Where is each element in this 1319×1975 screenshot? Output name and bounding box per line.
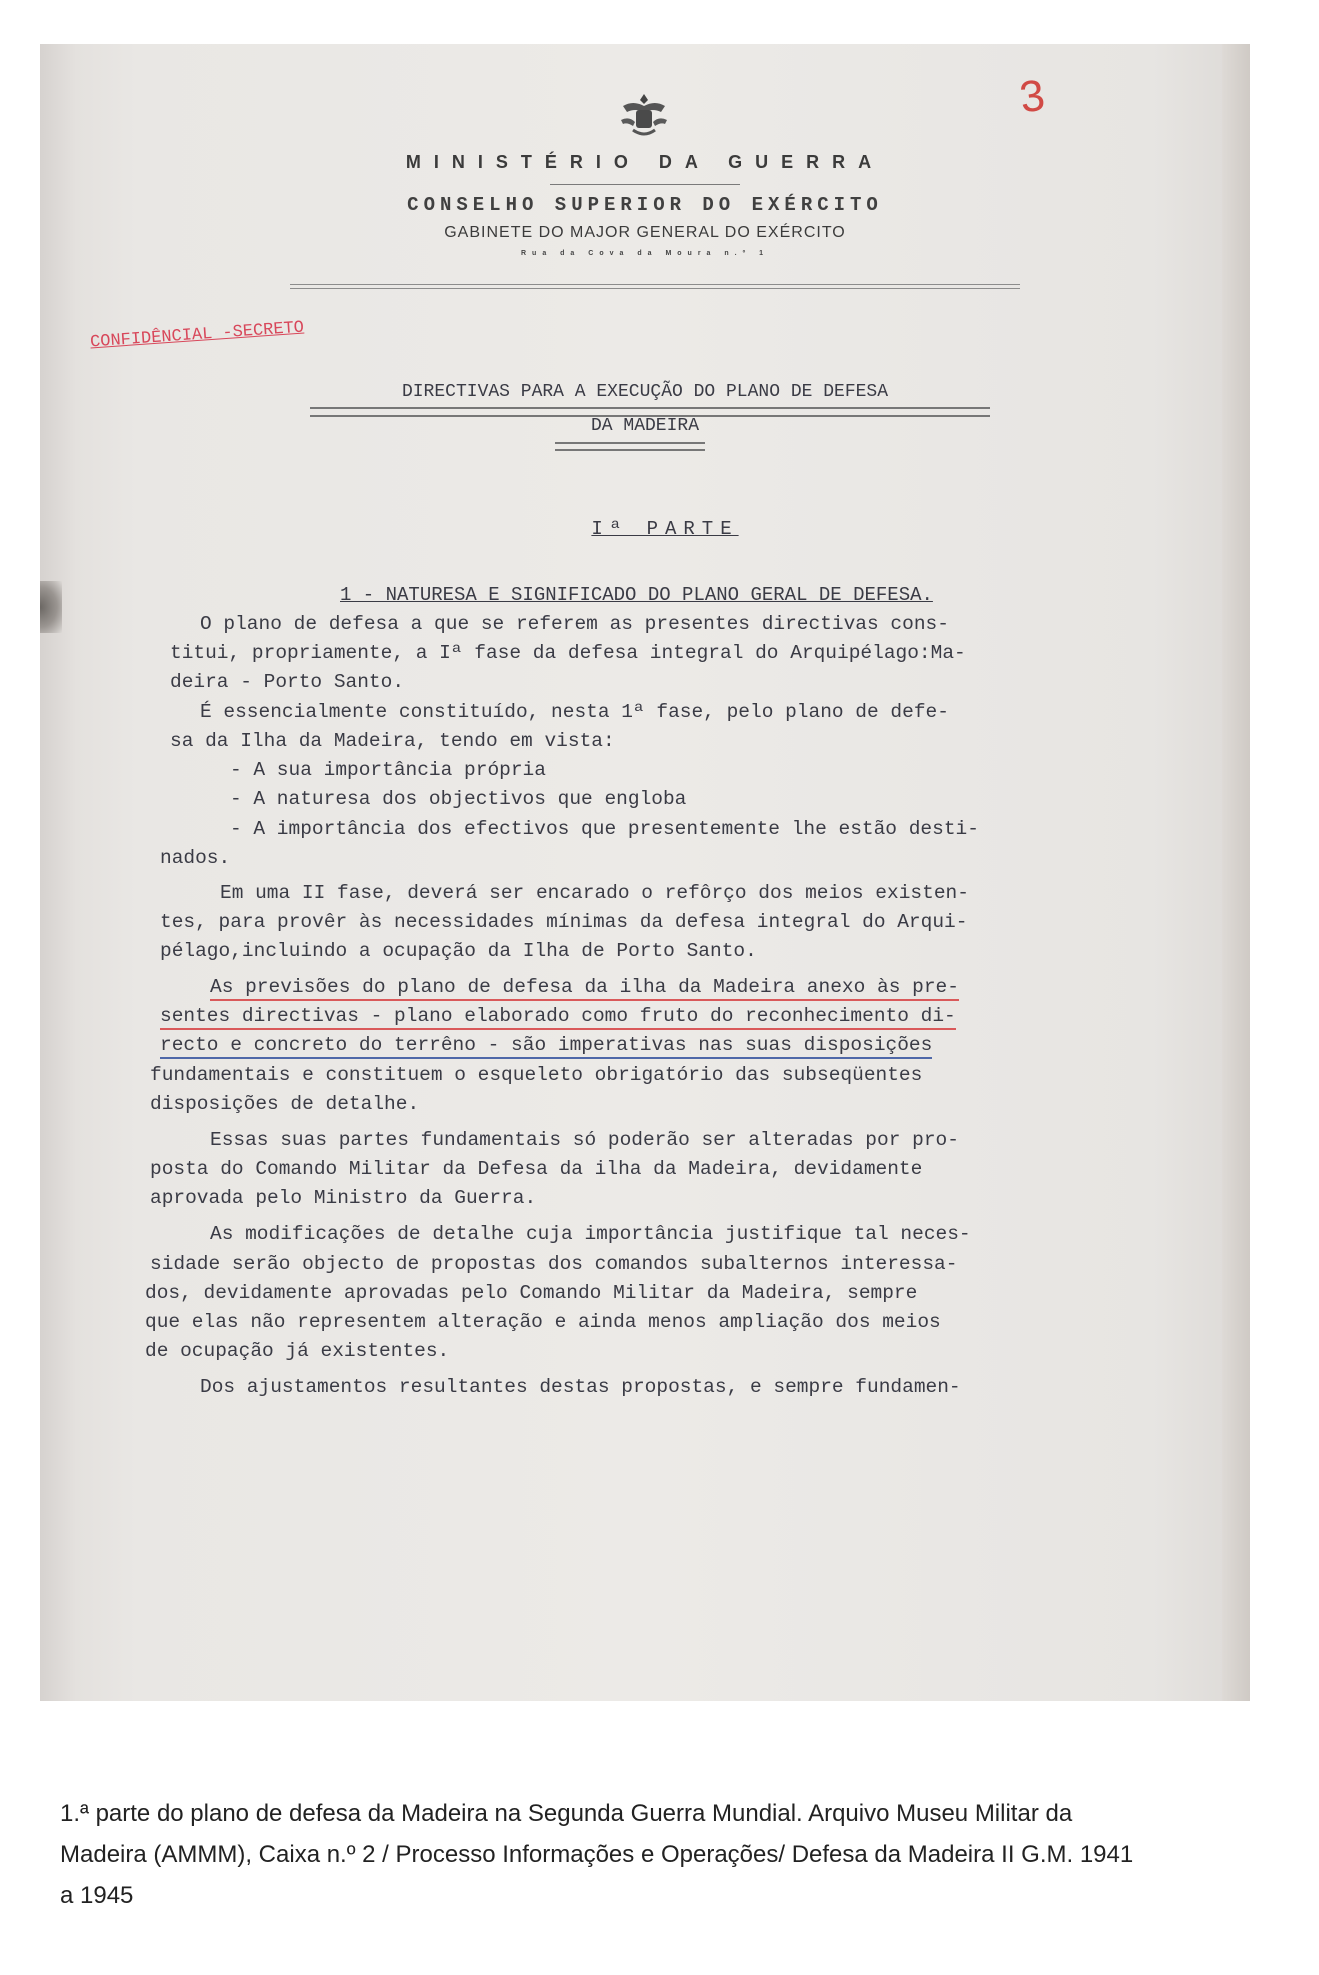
body-line: Essas suas partes fundamentais só poderão ser alteradas por pro- xyxy=(210,1129,959,1151)
council-heading: CONSELHO SUPERIOR DO EXÉRCITO xyxy=(407,194,883,216)
office-heading: GABINETE DO MAJOR GENERAL DO EXÉRCITO xyxy=(444,224,846,241)
document-photo xyxy=(40,44,1250,1701)
body-line: Dos ajustamentos resultantes destas propostas, e sempre fundamen- xyxy=(200,1376,961,1398)
body-line: pélago,incluindo a ocupação da Ilha de Porto Santo. xyxy=(160,940,757,962)
body-line: Em uma II fase, deverá ser encarado o refôrço dos meios existen- xyxy=(220,882,969,904)
body-line: O plano de defesa a que se referem as presentes directivas cons- xyxy=(200,613,949,635)
body-line: de ocupação já existentes. xyxy=(145,1340,450,1362)
page-number: 3 xyxy=(1016,70,1048,123)
caption-line: 1.ª parte do plano de defesa da Madeira na Segunda Guerra Mundial. Arquivo Museu Militar da xyxy=(60,1800,1073,1827)
caption-line: Madeira (AMMM), Caixa n.º 2 / Processo Informações e Operações/ Defesa da Madeira II G.M. 1941 xyxy=(60,1841,1134,1868)
body-line: aprovada pelo Ministro da Guerra. xyxy=(150,1187,537,1209)
body-line: sa da Ilha da Madeira, tendo em vista: xyxy=(170,730,615,752)
body-line: sidade serão objecto de propostas dos comandos subalternos interessa- xyxy=(150,1253,958,1275)
body-line: - A sua importância própria xyxy=(230,759,546,781)
body-line: tes, para provêr às necessidades mínimas da defesa integral do Arqui- xyxy=(160,911,968,933)
photo-caption xyxy=(60,1793,1300,1916)
body-line: nados. xyxy=(160,847,231,869)
body-line: dos, devidamente aprovadas pelo Comando Militar da Madeira, sempre xyxy=(145,1282,918,1304)
classification-stamp: CONFIDÊNCIAL -SECRETO xyxy=(89,318,305,353)
section-heading: 1 - NATURESA E SIGNIFICADO DO PLANO GERAL DE DEFESA. xyxy=(340,584,933,606)
document-title-line-1: DIRECTIVAS PARA A EXECUÇÃO DO PLANO DE DEFESA xyxy=(401,382,889,402)
body-line: sentes directivas - plano elaborado como fruto do reconhecimento di- xyxy=(160,1004,956,1030)
body-line: que elas não representem alteração e ainda menos ampliação dos meios xyxy=(145,1311,941,1333)
document-title-line-2: DA MADEIRA xyxy=(590,416,700,436)
part-heading: Iª PARTE xyxy=(591,518,739,540)
body-line: deira - Porto Santo. xyxy=(170,671,405,693)
title-double-rule-short xyxy=(555,442,705,451)
body-line: titui, propriamente, a Iª fase da defesa integral do Arquipélago:Ma- xyxy=(170,642,966,664)
body-line: As modificações de detalhe cuja importância justifique tal neces- xyxy=(210,1223,971,1245)
body-line: posta do Comando Militar da Defesa da ilha da Madeira, devidamente xyxy=(150,1158,923,1180)
body-line: fundamentais e constituem o esqueleto obrigatório das subseqüentes xyxy=(150,1064,923,1086)
header-rule xyxy=(290,284,1020,289)
coat-of-arms-icon xyxy=(615,92,673,140)
address-line: Rua da Cova da Moura n.º 1 xyxy=(520,250,770,257)
body-line: disposições de detalhe. xyxy=(150,1093,420,1115)
body-line: É essencialmente constituído, nesta 1ª fase, pelo plano de defe- xyxy=(200,701,949,723)
body-line: - A importância dos efectivos que presentemente lhe estão desti- xyxy=(230,818,979,840)
body-line: As previsões do plano de defesa da ilha da Madeira anexo às pre- xyxy=(210,975,959,1001)
body-line: - A naturesa dos objectivos que engloba xyxy=(230,788,687,810)
body-line: recto e concreto do terrêno - são imperativas nas suas disposições xyxy=(160,1033,932,1059)
paper-edge xyxy=(1222,44,1250,1701)
binder-hole xyxy=(40,581,62,633)
caption-line: a 1945 xyxy=(60,1882,134,1909)
ministry-heading: MINISTÉRIO DA GUERRA xyxy=(405,152,885,172)
ministry-rule xyxy=(550,184,740,185)
